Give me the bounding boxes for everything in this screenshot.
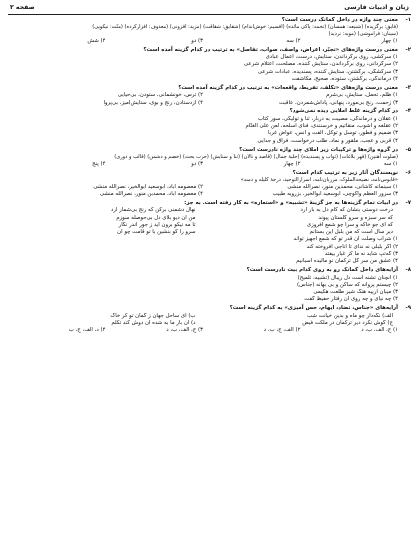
answer-option[interactable]: ۲) سه	[286, 38, 301, 44]
answer-option[interactable]: ۳) دو	[191, 38, 203, 44]
question-block	[8, 267, 411, 303]
answer-option[interactable]: ۱) سه	[383, 160, 398, 167]
answer-option[interactable]: ۳) ضمیم و فطور، توسل و توکل، الفت و آنس، عواض غربا	[268, 130, 398, 137]
question-block	[8, 47, 411, 83]
question-subtext: «قابوس‌نامه، نصیحه‌الملوک، مرزبان‌نامه، اسرارالتوحید، درجهٔ کلیله و دمنه»	[240, 176, 398, 183]
answer-options	[8, 92, 398, 107]
answer-option[interactable]: ۱) عقلان و درماندگی، مصیبت به دربار، ثنا و تولیگی، سور کتاب	[257, 115, 398, 122]
question-row	[8, 47, 411, 54]
question-text: معنی چند واژه در داخل کمانک درست است؟	[281, 16, 398, 23]
question-row	[8, 147, 411, 154]
answer-option[interactable]: ۴) عشق من سر گل ترکمان نو مالیده اسبانیم	[296, 258, 398, 265]
question-block	[8, 17, 411, 45]
answer-option[interactable]: ۱) ظلم، تحمل، ستایش، بی‌شرم	[326, 92, 398, 99]
question-number: ۸-	[405, 267, 411, 274]
answer-option[interactable]: ۳) زحمت، رنج بی‌مورد، پنهانی، پاداش‌شمردن، عاقبت	[278, 99, 398, 106]
verse-line: سرو را گو بنشین با تو قامت چو آن	[117, 229, 196, 236]
answer-option[interactable]: ۱) شراب وصلت آن قدر تو که شمع اجهیز تواند	[293, 236, 398, 243]
verse-line: که ای جو خاکه و سرا چو شمع افروزی	[306, 221, 393, 228]
question-number: ۵-	[405, 146, 411, 153]
question-text: در گروه واژه‌ها و ترکیبات زیر املای چند واژه نادرست است؟	[239, 146, 398, 153]
answer-option[interactable]: ۴) قربی و عجب، ملقور و نماد، طلب درخواست، فراق و جدایی	[257, 137, 398, 144]
answer-option[interactable]: ۴) شش	[87, 38, 106, 44]
verse-line: درخت دوستی بنشان که کام دل به بار آرد	[300, 207, 393, 214]
answer-options	[8, 116, 398, 145]
verse-grid	[8, 207, 393, 236]
answer-options	[8, 236, 398, 265]
answer-options	[8, 38, 398, 45]
question-row	[8, 170, 411, 177]
answer-option[interactable]: ۳) گه‌تپ شاید نه ما کز غبار بیفتد	[324, 251, 398, 258]
question-row	[8, 267, 411, 274]
answer-option[interactable]: ۲) الف، ج، ب، د	[263, 327, 301, 334]
question-subtext: (فایق: برگزیده) (شنیعه: همسان) (تخمه: پاکی مائده) (افسیم: خوش‌اندام) (شقایق: شقاقت) (مزید: افزونی) (معذوف: افزارکرده) (منّت: نیکویی)	[92, 24, 398, 31]
verse-line: د) آن بار ما به شده آن دوش کند تکلم	[111, 319, 196, 326]
question-subtext: (صلوت آهنین) (قهر بلاغات) (ثواب و پسندیده) (حلیهٔ جمال) (قاصد و نالان) (ثنا و ستایش) (حرب بحث) (خصم و دشمن) (قالب و دوری)	[114, 153, 398, 160]
question-number: ۳-	[405, 84, 411, 91]
answer-option[interactable]: ۳) ج، الف، ب، د	[166, 327, 203, 334]
answer-option[interactable]: ۲) اگر بلبلی نه ندای تا اناجی افروخته کند	[306, 243, 398, 250]
verse-grid	[8, 313, 393, 328]
answer-option[interactable]: ۴) پنج	[92, 160, 106, 167]
question-text: در کدام گزینه غلط املایی دیده نمی‌شود؟	[289, 108, 398, 115]
answer-option[interactable]: ۱) چهار	[381, 38, 398, 44]
answer-options	[8, 161, 398, 168]
question-number: ۶-	[405, 169, 411, 176]
question-number: ۷-	[405, 199, 411, 206]
answer-options	[8, 327, 398, 334]
answer-options	[8, 184, 398, 199]
answer-option[interactable]: ۲) چیستم پروانه که ساکن و بی بهانه (جناس)	[297, 281, 398, 288]
verse-line: که سر سبزه و سرو گلستان پیوند	[318, 214, 393, 221]
question-text: آرایه‌های داخل کمانک رو به روی کدام بیت نادرست است؟	[246, 267, 398, 274]
answer-option[interactable]: ۴) معصومه آباد، محمدبن منور، نصرالله منشی	[99, 191, 203, 198]
question-block	[8, 170, 411, 199]
answer-option[interactable]: ۱) سرکشی، روی برگرداندن، ستایش، درست، اعمال عبادی	[265, 54, 398, 61]
question-text: معنی درست واژه‌های «تکلف، تفریط، واقعه‌ات» به ترتیب در کدام گزینه آمده است؟	[178, 84, 398, 91]
verse-line: نهال دشمنی برکن که رنج بی‌شمار آرد	[110, 207, 196, 214]
answer-option[interactable]: ۲) سرگردانی، روی برگرداندن، ستایش کننده، مصلحت، اعتلام شرعی	[243, 61, 398, 68]
answer-option[interactable]: ۴) د، الف، ج، ب	[68, 327, 106, 334]
question-subtext: (سینان: فراموشی) (مویه: تردید)	[328, 31, 398, 38]
answer-options	[8, 275, 398, 304]
verse-line: من آن دیو بلای دل بی‌حوصله سوزم	[116, 214, 196, 221]
question-text: آرایه‌های «جناس، تضاد، ایهام، حس آمیزی» به کدام گزینه است؟	[229, 305, 398, 312]
answer-option[interactable]: ۴) درماندگی، برگشتن، ستوده، صحیح، مکاشفت	[291, 76, 398, 83]
question-row	[8, 85, 411, 92]
question-block	[8, 85, 411, 107]
verse-line: ج) گوش نکرد دیر ترکمان در ملکت فیض	[302, 319, 393, 326]
question-row	[8, 305, 411, 312]
answer-option[interactable]: ۳) سرور العظم واکوچی، ابوسعید ابوالخیر، بزرویه طبیب	[272, 191, 398, 198]
page-number: صفحه ۲	[10, 4, 35, 11]
question-text: معنی درست واژه‌های «تجبّر، اعراض، واصف، صواب، تفاصل» به ترتیب در کدام گزینه آمده است؟	[143, 46, 398, 53]
question-text: در ابیات تمام گزینه‌ها به جز گزینهٔ «تشبیه» و «استعاره» به کار رفته است. به جز:	[184, 199, 398, 206]
question-block	[8, 200, 411, 266]
verse-line: ب) ای ساحل جهان ز گمان تو کر خاک	[110, 312, 196, 319]
question-number: ۴-	[405, 108, 411, 115]
page-header	[8, 4, 411, 15]
question-block	[8, 305, 411, 334]
question-row	[8, 200, 411, 207]
answer-option[interactable]: ۲) معصومه آباد، ابوسعید ابوالخیر، نصرالله منشی	[93, 183, 203, 190]
answer-option[interactable]: ۴) چه نیای و چه روی آن رفتار حفیظ گفت	[304, 296, 398, 303]
answer-options	[8, 54, 398, 83]
answer-option[interactable]: ۴) ازدستادن، رنج و بوی، ستایش‌آمیز، بی‌پروا	[103, 99, 203, 106]
answer-option[interactable]: ۱) ج، الف، ب، د	[361, 327, 398, 334]
question-number: ۹-	[405, 305, 411, 312]
answer-option[interactable]: ۲) ترس، خونشمانی، ستودن، بی‌حیایی	[117, 92, 203, 99]
question-text: نویسندگان آثار زیر به ترتیب کدام است؟	[292, 169, 398, 176]
question-number: ۲-	[405, 46, 411, 53]
question-row	[8, 108, 411, 115]
answer-option[interactable]: ۳) میبان آرییه هنگ شیر طلعت هکیمی	[313, 289, 398, 296]
question-number: ۱-	[405, 16, 411, 23]
verse-line: تا مه نیکو برون آید ز جور اندر نگار	[118, 221, 196, 228]
answer-option[interactable]: ۲) چهار	[283, 160, 301, 167]
answer-option[interactable]: ۱) سینمانه کاشانی، محمدین منور، نصرالله منشی	[287, 183, 398, 190]
question-block	[8, 108, 411, 144]
answer-option[interactable]: ۲) عقلغه و آشوب، منقاتیم و خرسنندی، فنای اسلحه، لعن علی الغنّام	[245, 123, 398, 130]
answer-option[interactable]: ۱) آنچنان تشنه است دل ریبال (تشبیه، تلمیح)	[297, 274, 398, 281]
answer-option[interactable]: ۳) سرکشگی، برگشتن، ستایش کننده، پسندیده، عبادات شرعی	[257, 68, 398, 75]
answer-option[interactable]: ۳) دو	[191, 160, 203, 167]
verse-line: دیر سال است که من بلبل این بستانم	[309, 229, 393, 236]
question-list	[8, 17, 411, 335]
subject-title: زبان و ادبیات فارسی	[344, 4, 409, 11]
question-block	[8, 147, 411, 168]
verse-line: الف) نگه‌دار چو ماه و بدین خیانت شب	[307, 312, 393, 319]
